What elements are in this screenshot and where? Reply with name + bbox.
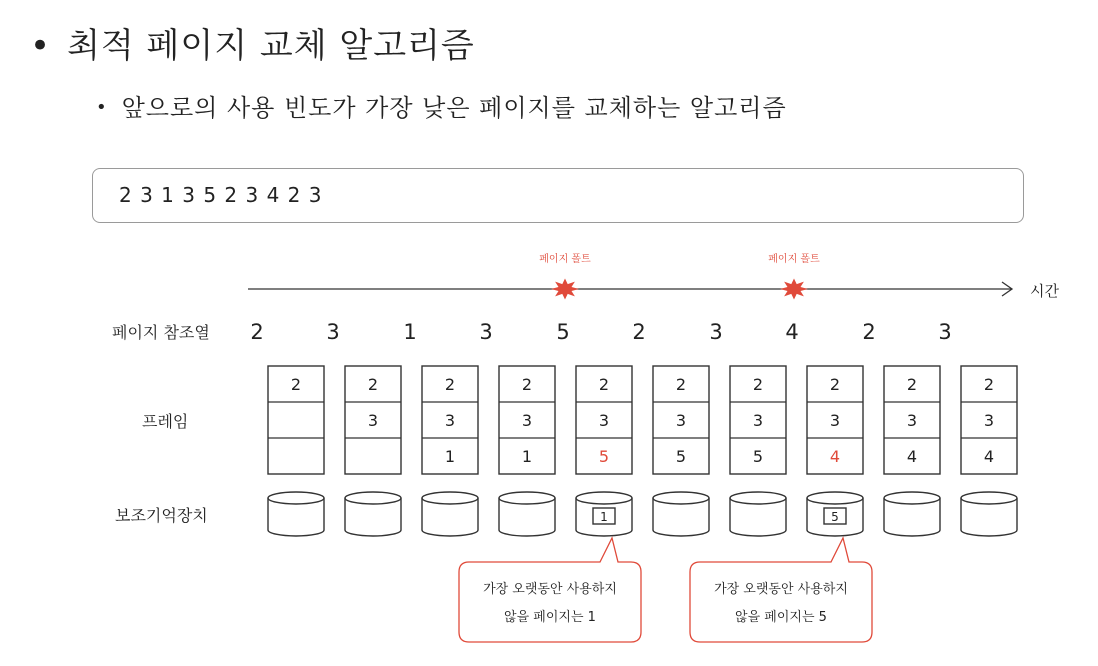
reference-row-label: 페이지 참조열 (112, 323, 210, 342)
storage-row-label: 보조기억장치 (115, 506, 208, 525)
storage-cylinder-top (807, 492, 863, 504)
bullet-icon: • (30, 26, 52, 66)
frame-cell-value: 4 (983, 447, 995, 466)
frame-cell-value: 2 (983, 375, 995, 394)
frame-cell-value: 2 (367, 375, 379, 394)
storage-cylinder-top (884, 492, 940, 504)
storage-page-value: 1 (600, 510, 608, 524)
storage-cylinder-top (653, 492, 709, 504)
frame-cell-value: 3 (521, 411, 533, 430)
frame-cell-value: 3 (906, 411, 918, 430)
frames-row-label: 프레임 (142, 412, 189, 431)
page-fault-label: 페이지 폴트 (539, 254, 591, 265)
page-fault-burst-icon (780, 279, 808, 300)
reference-value: 2 (632, 320, 646, 344)
storage-cylinder-top (345, 492, 401, 504)
reference-value: 2 (250, 320, 264, 344)
storage-cylinder-top (961, 492, 1017, 504)
time-label: 시간 (1030, 282, 1059, 300)
frame-cell-value: 3 (829, 411, 841, 430)
frame-cell-value: 2 (444, 375, 456, 394)
frame-cell-value: 3 (598, 411, 610, 430)
diagram-columns (250, 252, 1017, 642)
frame-cell-value: 1 (444, 447, 456, 466)
frame-cell-value: 5 (675, 447, 687, 466)
frame-cell-value: 2 (598, 375, 610, 394)
frame-cell-value: 3 (444, 411, 456, 430)
callout-line-1: 가장 오랫동안 사용하지 (483, 582, 617, 597)
page-fault-label: 페이지 폴트 (768, 254, 820, 265)
frame-cell-value: 2 (906, 375, 918, 394)
frame-cell-value: 2 (829, 375, 841, 394)
frame-cell-value: 5 (598, 447, 610, 466)
storage-cylinder-top (422, 492, 478, 504)
reference-value: 4 (785, 320, 799, 344)
reference-value: 2 (862, 320, 876, 344)
frame-cell-value: 2 (675, 375, 687, 394)
reference-value: 3 (479, 320, 493, 344)
callout-line-2: 않을 페이지는 1 (504, 610, 596, 625)
callout-line-2: 않을 페이지는 5 (735, 610, 827, 625)
frame-cell-value: 2 (521, 375, 533, 394)
page-fault-burst-icon (551, 279, 579, 300)
storage-cylinder-top (730, 492, 786, 504)
frame-cell-value: 4 (906, 447, 918, 466)
callout-line-1: 가장 오랫동안 사용하지 (714, 582, 848, 597)
bullet-icon: • (96, 97, 108, 118)
subtitle-text: 앞으로의 사용 빈도가 가장 낮은 페이지를 교체하는 알고리즘 (121, 94, 787, 122)
storage-page-value: 5 (831, 510, 839, 524)
storage-cylinder-top (268, 492, 324, 504)
storage-cylinder-top (576, 492, 632, 504)
reference-sequence-text: 2 3 1 3 5 2 3 4 2 3 (119, 183, 323, 207)
frame-cell-value: 3 (675, 411, 687, 430)
storage-cylinder-top (499, 492, 555, 504)
frame-cell-value: 3 (367, 411, 379, 430)
frame-cell-value: 3 (752, 411, 764, 430)
frame-cell-value: 3 (983, 411, 995, 430)
reference-value: 3 (709, 320, 723, 344)
frame-cell-value: 5 (752, 447, 764, 466)
frame-cell-value: 4 (829, 447, 841, 466)
reference-value: 5 (556, 320, 570, 344)
reference-value: 3 (326, 320, 340, 344)
frame-cell-value: 2 (290, 375, 302, 394)
frame-cell-value: 2 (752, 375, 764, 394)
title-text: 최적 페이지 교체 알고리즘 (67, 26, 475, 66)
frame-cell-value: 1 (521, 447, 533, 466)
reference-value: 1 (403, 320, 417, 344)
reference-value: 3 (938, 320, 952, 344)
